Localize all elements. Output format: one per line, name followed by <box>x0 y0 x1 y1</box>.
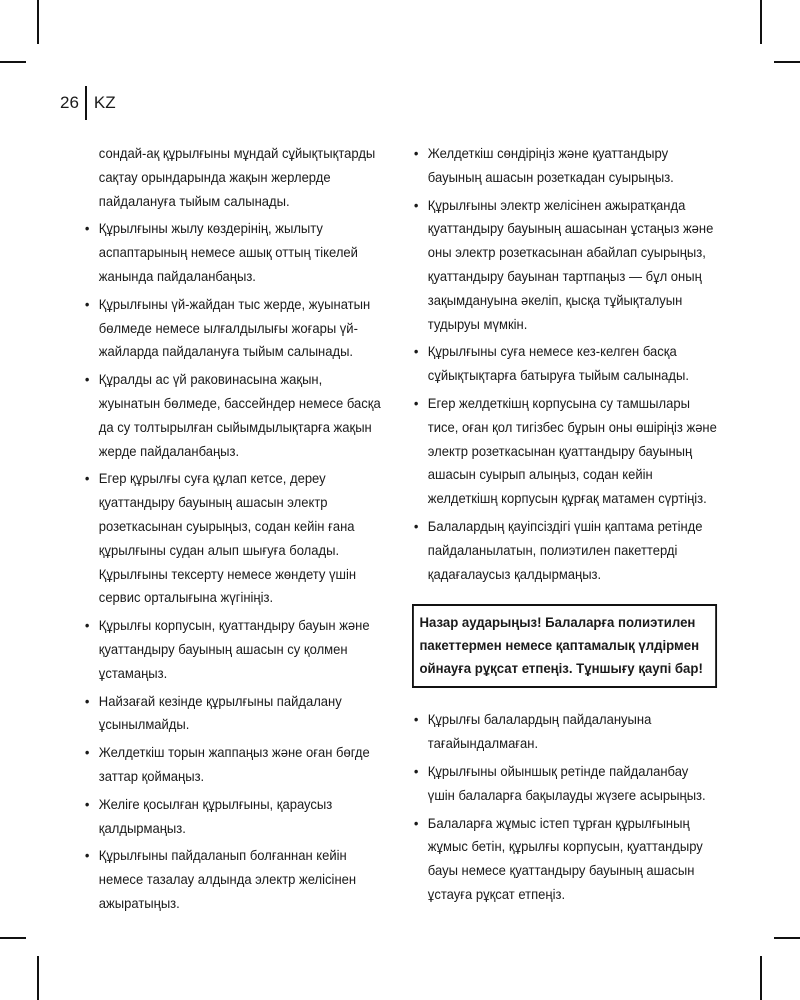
bullet-icon: • <box>84 795 90 812</box>
list-item-text: Желдеткіш торын жаппаңыз және оған бөгде заттар қоймаңыз. <box>98 744 370 784</box>
crop-mark <box>0 61 26 63</box>
crop-mark <box>760 0 762 44</box>
crop-mark <box>774 61 800 63</box>
list-item <box>83 293 386 364</box>
list-item <box>412 142 717 190</box>
list-item-text: Құрылғыны электр желісінен ажыратқанда қуаттандыру бауының ашасынан ұстаңыз және оны электр розеткасынан абайлап суырыңыз, қуаттандыру бауынан тартпаңыз — бұл оның зақымдануына әкеліп, қысқа тұйықталуын тудыруы мүмкін. <box>427 196 714 332</box>
bullet-icon: • <box>84 220 90 237</box>
right-column <box>412 142 717 911</box>
bullet-icon: • <box>84 692 90 709</box>
list-item <box>83 741 386 789</box>
list-item-text: Құрылғыны үй-жайдан тыс жерде, жуынатын бөлмеде немесе ылғалдылығы жоғары үй-жайларда пайдалануға тыйым салынады. <box>98 295 371 360</box>
bullet-icon: • <box>413 394 419 411</box>
list-item <box>83 793 386 841</box>
crop-mark <box>37 956 39 1000</box>
list-item <box>412 760 717 808</box>
list-item <box>412 708 717 756</box>
list-item-text: Егер құрылғы суға құлап кетсе, дереу қуаттандыру бауының ашасын электр розеткасынан суырыңыз, содан кейін ғана құрылғыны судан алып шығуға болады. Құрылғыны тексерту немесе жөндету үшін сервис орталығына жүгініңіз. <box>98 470 357 606</box>
list-item-text: Құрылғыны жылу көздерінің, жылыту аспаптарының немесе ашық оттың тікелей жанында пайдаланбаңыз. <box>98 220 358 284</box>
language-code: KZ <box>93 93 116 112</box>
warning-box: Назар аударыңыз! Балаларға полиэтилен пакеттермен немесе қаптамалық үлдірмен ойнауға рұқсат етпеңіз. Тұншығу қаупі бар! <box>412 604 717 688</box>
list-item-text: Желіге қосылған құрылғыны, қараусыз қалдырмаңыз. <box>98 795 333 836</box>
left-column <box>83 142 386 920</box>
crop-mark <box>760 956 762 1000</box>
bullet-icon: • <box>413 517 419 534</box>
header-divider <box>85 86 87 120</box>
list-item <box>83 467 386 610</box>
intro-paragraph: сондай-ақ құрылғыны мұндай сұйықтықтарды сақтау орындарында жақын жерлерде пайдалануға тыйым салынады. <box>98 145 376 209</box>
list-item-text: Балаларға жұмыс істеп тұрған құрылғының жұмыс бетін, құрылғы корпусын, қуаттандыру бауы немесе қуаттандыру бауының ашасын ұстауға рұқсат етпеңіз. <box>427 814 703 902</box>
page-header <box>60 86 116 120</box>
page-number: 26 <box>60 93 79 112</box>
list-item-text: Құралды ас үй раковинасына жақын, жуынатын бөлмеде, бассейндер немесе басқа да су толтырылған сыйымдылықтарға жақын жерде пайдаланбаңыз. <box>98 371 381 459</box>
bullet-icon: • <box>413 711 419 728</box>
bullet-icon: • <box>84 744 90 761</box>
list-item-text: Құрылғы корпусын, қуаттандыру бауын және қуаттандыру бауының ашасын су қолмен ұстамаңыз. <box>98 617 370 681</box>
bullet-icon: • <box>84 470 90 487</box>
bullet-icon: • <box>84 371 90 388</box>
crop-mark <box>774 937 800 939</box>
crop-mark <box>37 0 39 44</box>
bullet-icon: • <box>84 295 90 312</box>
list-item-text: Найзағай кезінде құрылғыны пайдалану ұсынылмайды. <box>98 692 342 733</box>
list-item <box>412 340 717 388</box>
list-item-text: Құрылғыны ойыншық ретінде пайдаланбау үшін балаларға бақылауды жүзеге асырыңыз. <box>427 762 706 803</box>
list-item <box>412 194 717 337</box>
bullet-icon: • <box>413 343 419 360</box>
bullet-icon: • <box>413 196 419 213</box>
bullet-icon: • <box>84 617 90 634</box>
list-item-text: Егер желдеткішң корпусына су тамшылары тисе, оған қол тигізбес бұрын оны өшіріңіз және электр розеткасынан қуаттандыру бауының ашасын суырып алыңыз, содан кейін желдеткішң корпусын құрғақ матамен сүртіңіз. <box>427 394 717 507</box>
bullet-icon: • <box>84 847 90 864</box>
list-item <box>83 690 386 738</box>
bullet-icon: • <box>413 814 419 831</box>
bullet-icon: • <box>413 145 419 161</box>
list-item-text: Желдеткіш сөндіріңіз және қуаттандыру бауының ашасын розеткадан суырыңыз. <box>427 145 674 185</box>
list-item-text: Құрылғыны суға немесе кез-келген басқа сұйықтықтарға батыруға тыйым салынады. <box>427 343 689 384</box>
bullet-icon: • <box>413 762 419 779</box>
list-item <box>83 368 386 463</box>
list-item-text: Құрылғы балалардың пайдалануына тағайындалмаған. <box>427 711 652 752</box>
list-item <box>83 844 386 915</box>
crop-mark <box>0 937 26 939</box>
list-item-text: Құрылғыны пайдаланып болғаннан кейін немесе тазалау алдында электр желісінен ажыратыңыз. <box>98 847 357 911</box>
list-item <box>412 392 717 511</box>
list-item-text: Балалардың қауіпсіздігі үшін қаптама ретінде пайдаланылатын, полиэтилен пакеттерді қадағалаусыз қалдырмаңыз. <box>427 517 703 582</box>
list-item <box>412 515 717 586</box>
list-item <box>412 812 717 907</box>
list-item <box>83 614 386 685</box>
list-item <box>83 217 386 288</box>
